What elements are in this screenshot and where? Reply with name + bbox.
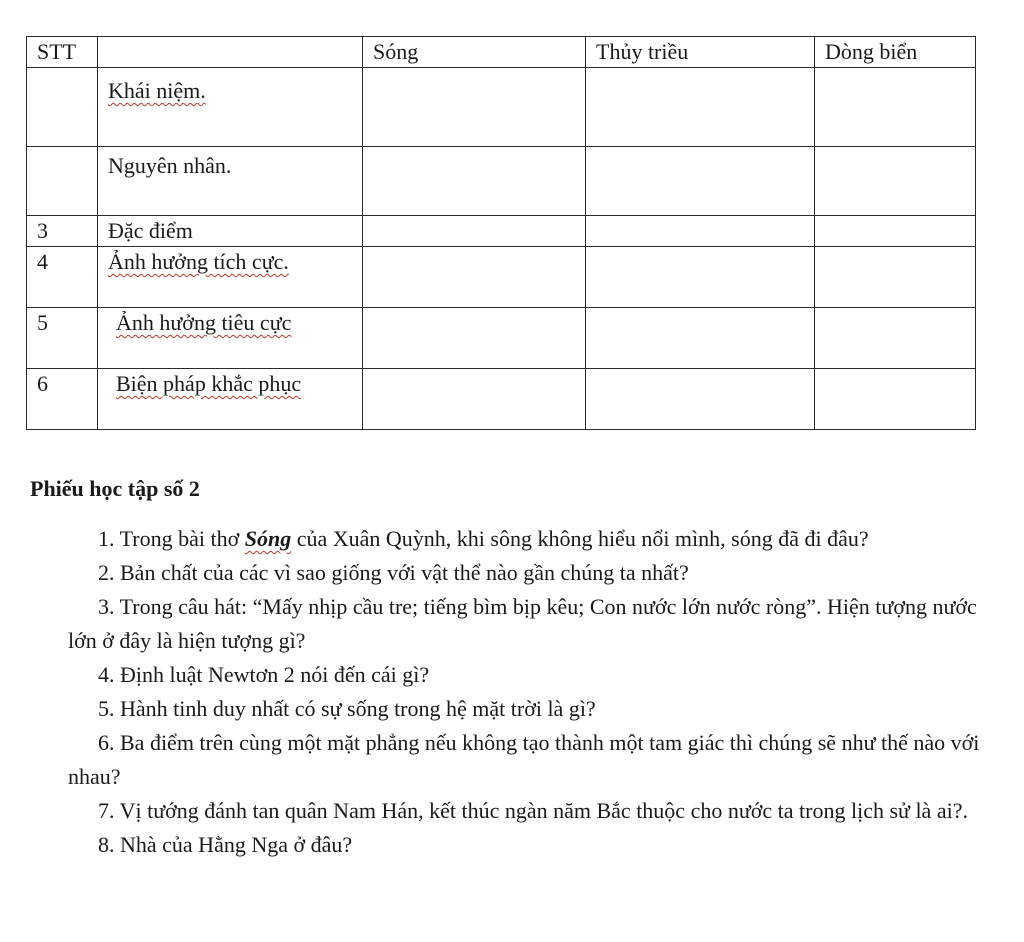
table-cell [815, 369, 976, 430]
row-stt: 5 [27, 308, 98, 369]
question-8: 8. Nhà của Hằng Nga ở đâu? [98, 832, 353, 857]
header-song: Sóng [363, 37, 586, 68]
table-cell [363, 216, 586, 247]
row-label: Biện pháp khắc phục [98, 369, 363, 430]
question-6: 6. Ba điểm trên cùng một mặt phẳng nếu không tạo thành một tam giác thì chúng sẽ như thế nào với nhau? [68, 730, 980, 789]
table-cell [586, 369, 815, 430]
header-thuy-trieu: Thủy triều [586, 37, 815, 68]
table-row [27, 247, 976, 308]
row-stt: 4 [27, 247, 98, 308]
row-stt [27, 68, 98, 147]
header-criteria [98, 37, 363, 68]
table-row [27, 308, 976, 369]
header-stt: STT [27, 37, 98, 68]
table-row [27, 147, 976, 216]
table-row [27, 369, 976, 430]
row-stt [27, 147, 98, 216]
question-1: 1. Trong bài thơ Sóng của Xuân Quỳnh, khi sông không hiểu nổi mình, sóng đã đi đâu? [98, 526, 869, 551]
table-cell [586, 216, 815, 247]
row-label: Ảnh hưởng tiêu cực [98, 308, 363, 369]
table-cell [586, 247, 815, 308]
table-cell [363, 308, 586, 369]
worksheet-title: Phiếu học tập số 2 [30, 476, 200, 501]
table-row [27, 68, 976, 147]
question-4: 4. Định luật Newtơn 2 nói đến cái gì? [98, 662, 430, 687]
table-cell [363, 147, 586, 216]
table-cell [815, 216, 976, 247]
row-label: Khái niệm. [98, 68, 363, 147]
table-cell [586, 308, 815, 369]
table-cell [586, 147, 815, 216]
table-cell [586, 68, 815, 147]
table-cell [363, 247, 586, 308]
row-stt: 6 [27, 369, 98, 430]
question-list [68, 522, 980, 862]
poem-title: Sóng [244, 526, 292, 551]
table-cell [815, 147, 976, 216]
row-label: Đặc điểm [98, 216, 363, 247]
table-cell [363, 369, 586, 430]
row-stt: 3 [27, 216, 98, 247]
question-3: 3. Trong câu hát: “Mấy nhịp cầu tre; tiếng bìm bịp kêu; Con nước lớn nước ròng”. Hiện tượng nước lớn ở đây là hiện tượng gì? [68, 594, 977, 653]
comparison-table [26, 36, 976, 430]
row-label: Ảnh hưởng tích cực. [98, 247, 363, 308]
table-cell [815, 68, 976, 147]
table-cell [815, 247, 976, 308]
row-label: Nguyên nhân. [98, 147, 363, 216]
question-5: 5. Hành tinh duy nhất có sự sống trong hệ mặt trời là gì? [98, 696, 596, 721]
table-cell [363, 68, 586, 147]
table-row [27, 216, 976, 247]
header-dong-bien: Dòng biển [815, 37, 976, 68]
question-2: 2. Bản chất của các vì sao giống với vật thể nào gần chúng ta nhất? [98, 560, 689, 585]
table-cell [815, 308, 976, 369]
table-header-row [27, 37, 976, 68]
question-7: 7. Vị tướng đánh tan quân Nam Hán, kết thúc ngàn năm Bắc thuộc cho nước ta trong lịch sử là ai?. [98, 798, 968, 823]
